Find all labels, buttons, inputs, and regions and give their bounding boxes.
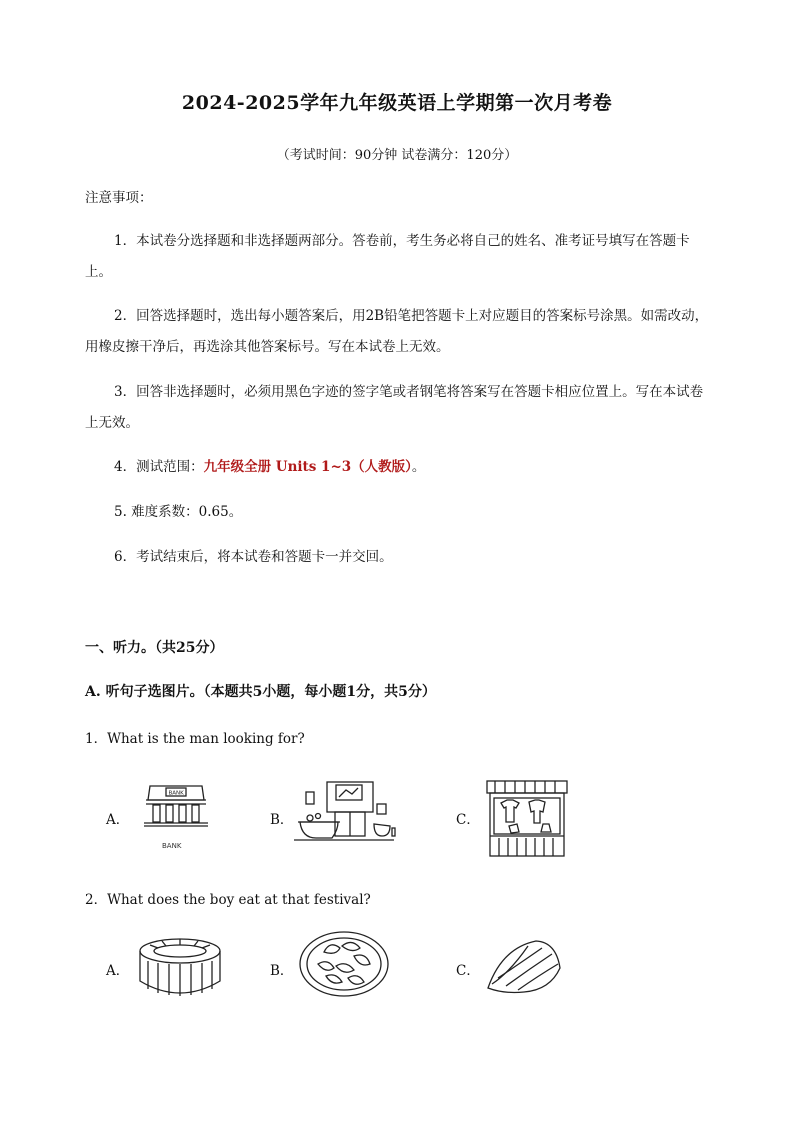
note-item-4-suffix: 。	[411, 459, 426, 475]
exam-subtitle: （考试时间：90分钟 试卷满分：120分）	[276, 148, 518, 163]
bank-sign-text: BANK	[168, 790, 184, 797]
q1-option-b-label: B．	[270, 812, 294, 828]
note-item-2: 2．回答选择题时，选出每小题答案后，用2B铅笔把答题卡上对应题目的答案标号涂黑。如需改动，用橡皮擦干净后，再选涂其他答案标号。写在本试卷上无效。	[85, 308, 709, 355]
q2-option-a-label: A．	[106, 963, 130, 979]
dumplings-plate-icon	[298, 930, 390, 998]
q2-option-c-label: C．	[456, 963, 480, 979]
section-heading: 一、听力。（共25分）	[85, 640, 224, 656]
q2-option-b-label: B．	[270, 963, 294, 979]
q1-option-a-label: A．	[106, 812, 130, 828]
mooncake-icon	[136, 935, 224, 1000]
q1-option-c-label: C．	[456, 812, 480, 828]
clothes-store-icon	[485, 778, 569, 858]
note-item-1: 1．本试卷分选择题和非选择题两部分。答卷前，考生务必将自己的姓名、准考证号填写在答题卡上。	[85, 233, 690, 280]
note-item-5: 5. 难度系数：0.65。	[114, 504, 243, 520]
note-item-3: 3．回答非选择题时，必须用黑色字迹的签字笔或者钢笔将答案写在答题卡相应位置上。写在本试卷上无效。	[85, 384, 704, 431]
notes-heading: 注意事项：	[85, 190, 153, 206]
part-a-heading: A. 听句子选图片。（本题共5小题，每小题1分，共5分）	[85, 684, 436, 700]
bank-caption: BANK	[162, 842, 182, 850]
note-item-4-prefix: 4．测试范围：	[114, 459, 204, 475]
exam-title: 2024-2025学年九年级英语上学期第一次月考卷	[181, 92, 613, 114]
bathroom-icon	[294, 780, 396, 844]
question-2: 2．What does the boy eat at that festival?	[85, 892, 371, 908]
zongzi-icon	[484, 938, 564, 996]
question-1: 1．What is the man looking for?	[85, 731, 305, 747]
note-item-4	[85, 452, 709, 483]
note-item-6: 6．考试结束后，将本试卷和答题卡一并交回。	[114, 549, 393, 565]
test-scope: 九年级全册 Units 1~3（人教版）	[203, 459, 412, 475]
